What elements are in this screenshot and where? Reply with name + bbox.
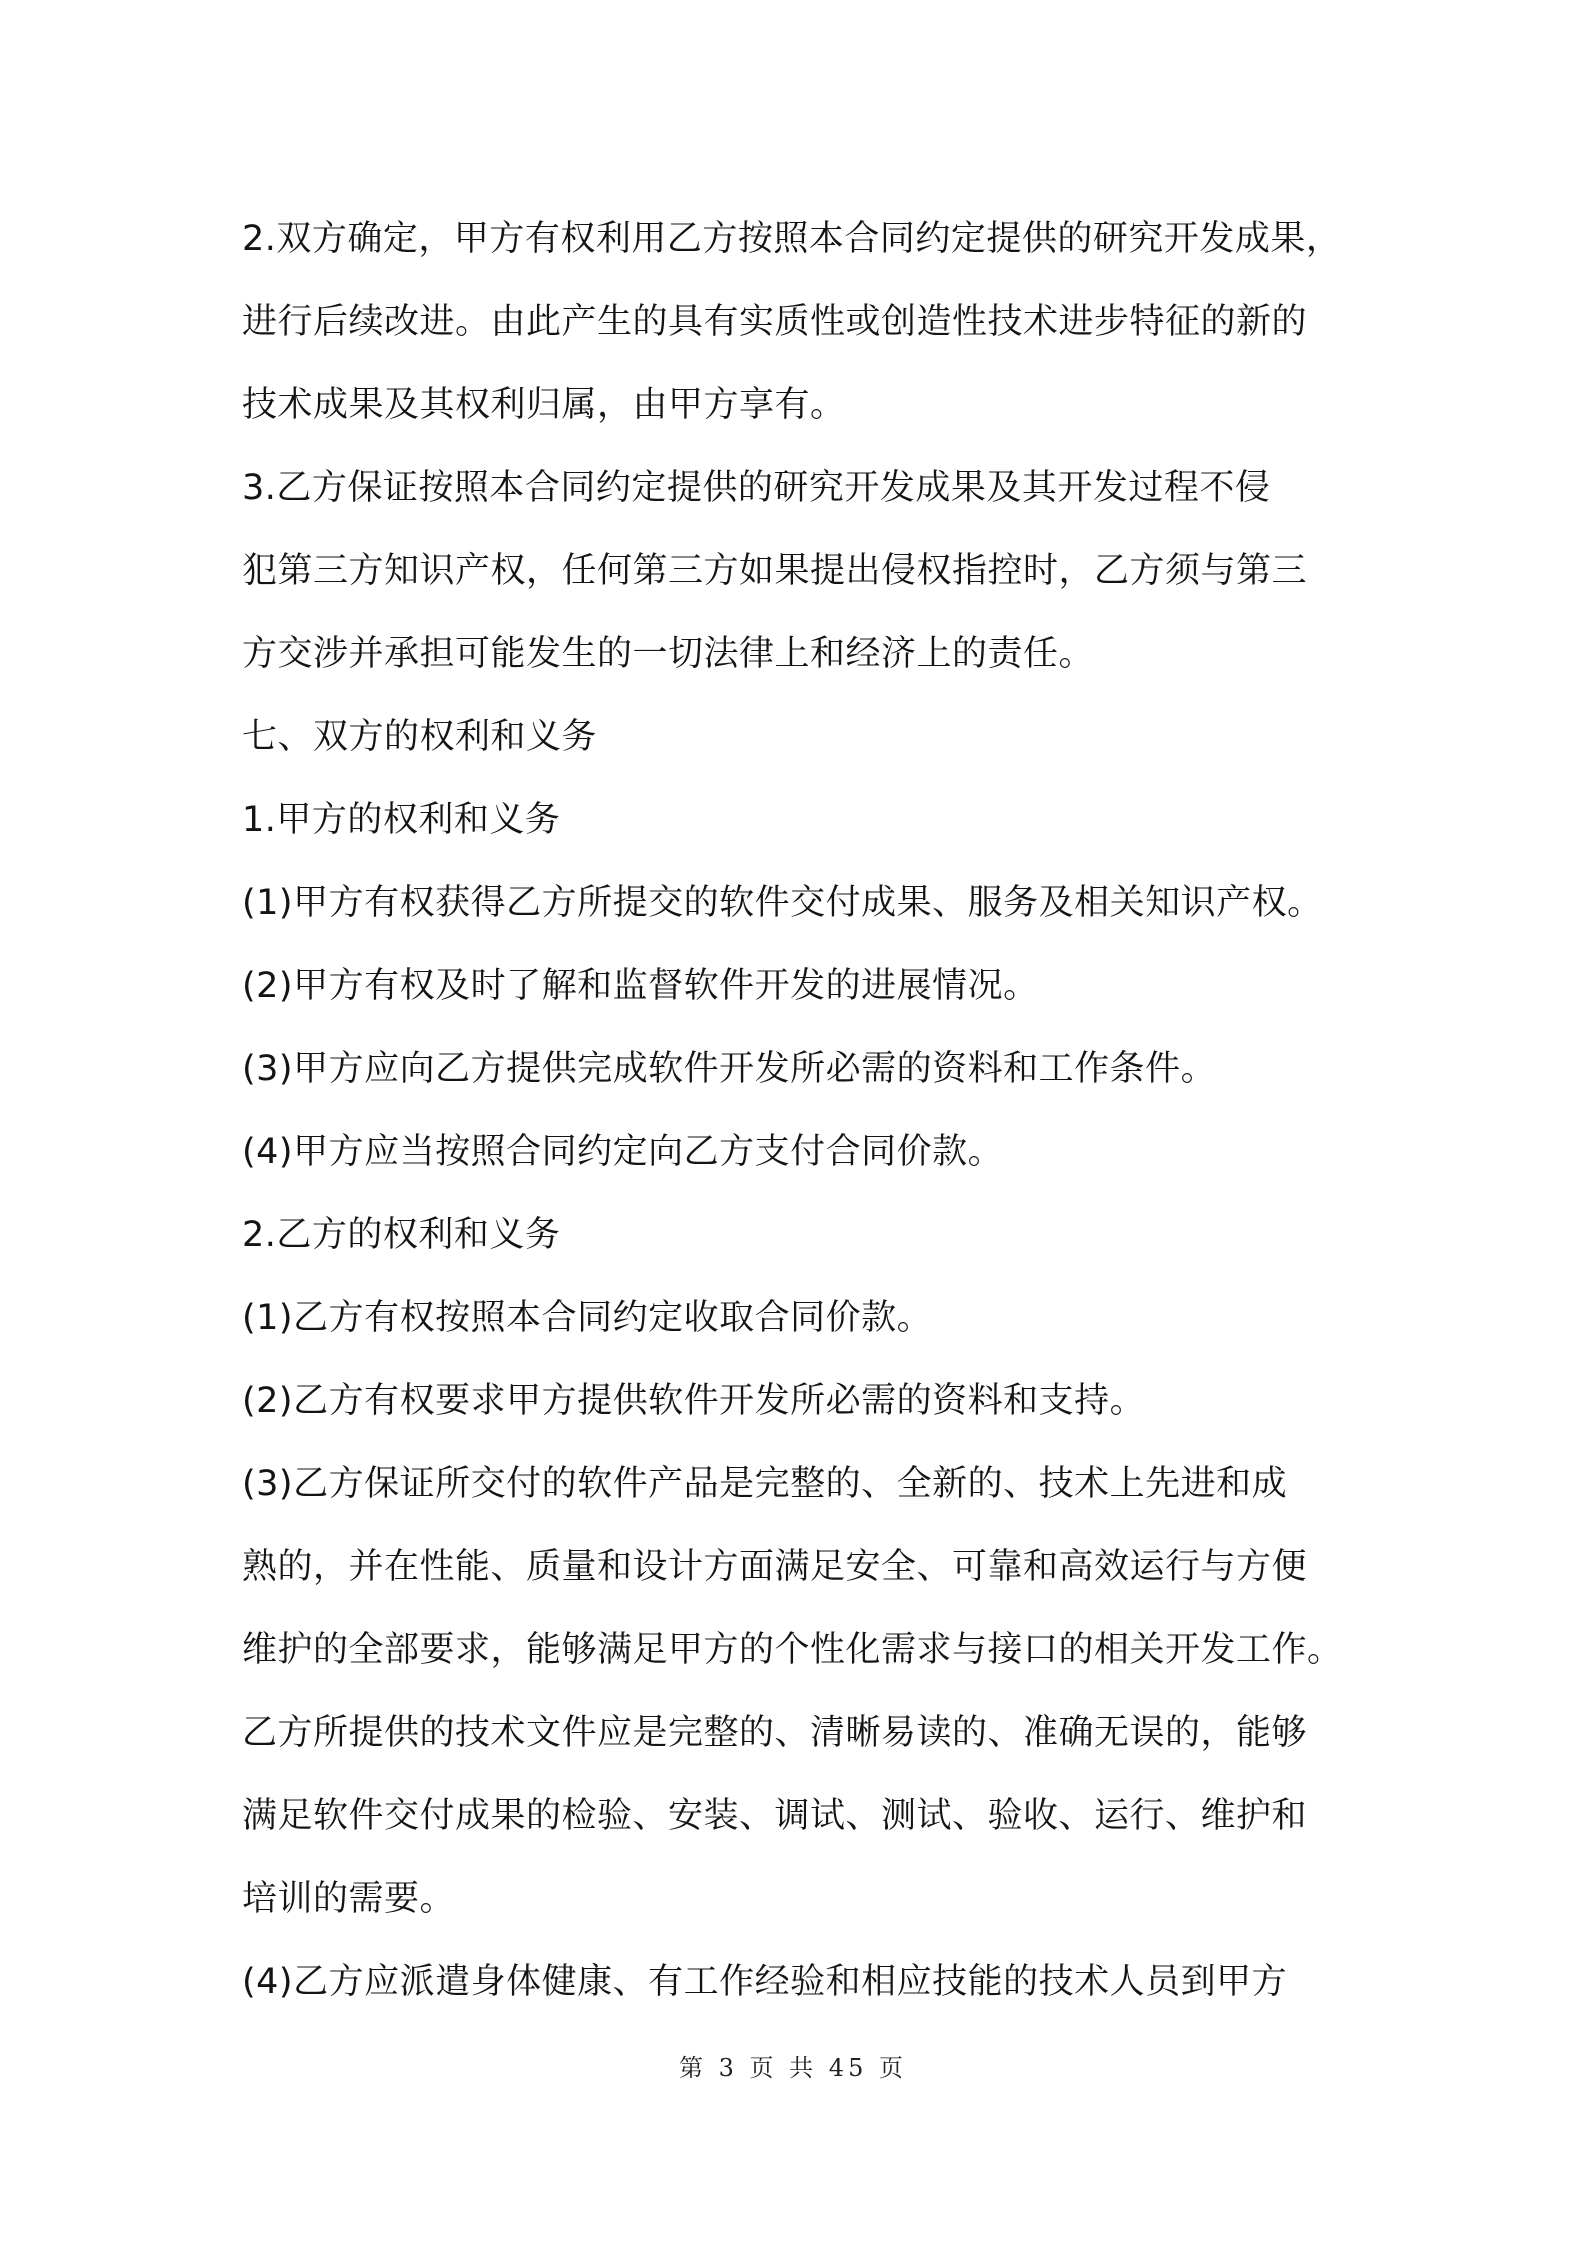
text-line: (3)甲方应向乙方提供完成软件开发所必需的资料和工作条件。 xyxy=(242,1049,1217,1089)
text-line: 乙方所提供的技术文件应是完整的、清晰易读的、准确无误的，能够 xyxy=(242,1713,1308,1753)
text-line: 进行后续改进。由此产生的具有实质性或创造性技术进步特征的新的 xyxy=(242,302,1308,342)
text-line: 满足软件交付成果的检验、安装、调试、测试、验收、运行、维护和 xyxy=(242,1796,1308,1836)
section-heading: 七、双方的权利和义务 xyxy=(242,717,598,757)
text-line: 方交涉并承担可能发生的一切法律上和经济上的责任。 xyxy=(242,634,1095,674)
text-line: (1)乙方有权按照本合同约定收取合同价款。 xyxy=(242,1298,933,1338)
subsection-heading: 1.甲方的权利和义务 xyxy=(242,800,561,840)
text-line: (1)甲方有权获得乙方所提交的软件交付成果、服务及相关知识产权。 xyxy=(242,883,1323,923)
text-line: 熟的，并在性能、质量和设计方面满足安全、可靠和高效运行与方便 xyxy=(242,1547,1308,1587)
text-line: 维护的全部要求，能够满足甲方的个性化需求与接口的相关开发工作。 xyxy=(242,1630,1343,1670)
text-line: (2)乙方有权要求甲方提供软件开发所必需的资料和支持。 xyxy=(242,1381,1146,1421)
text-line: (4)乙方应派遣身体健康、有工作经验和相应技能的技术人员到甲方 xyxy=(242,1962,1288,2002)
text-line: (4)甲方应当按照合同约定向乙方支付合同价款。 xyxy=(242,1132,1004,1172)
subsection-heading: 2.乙方的权利和义务 xyxy=(242,1215,561,1255)
text-line: 2.双方确定，甲方有权利用乙方按照本合同约定提供的研究开发成果， xyxy=(242,219,1342,259)
text-line: 技术成果及其权利归属，由甲方享有。 xyxy=(242,385,846,425)
document-body xyxy=(242,198,1372,2024)
text-line: 犯第三方知识产权，任何第三方如果提出侵权指控时，乙方须与第三 xyxy=(242,551,1308,591)
text-line: (3)乙方保证所交付的软件产品是完整的、全新的、技术上先进和成 xyxy=(242,1464,1288,1504)
text-line: 培训的需要。 xyxy=(242,1879,456,1919)
text-line: (2)甲方有权及时了解和监督软件开发的进展情况。 xyxy=(242,966,1039,1006)
text-line: 3.乙方保证按照本合同约定提供的研究开发成果及其开发过程不侵 xyxy=(242,468,1271,508)
page-number-footer: 第 3 页 共 45 页 xyxy=(679,2054,907,2082)
